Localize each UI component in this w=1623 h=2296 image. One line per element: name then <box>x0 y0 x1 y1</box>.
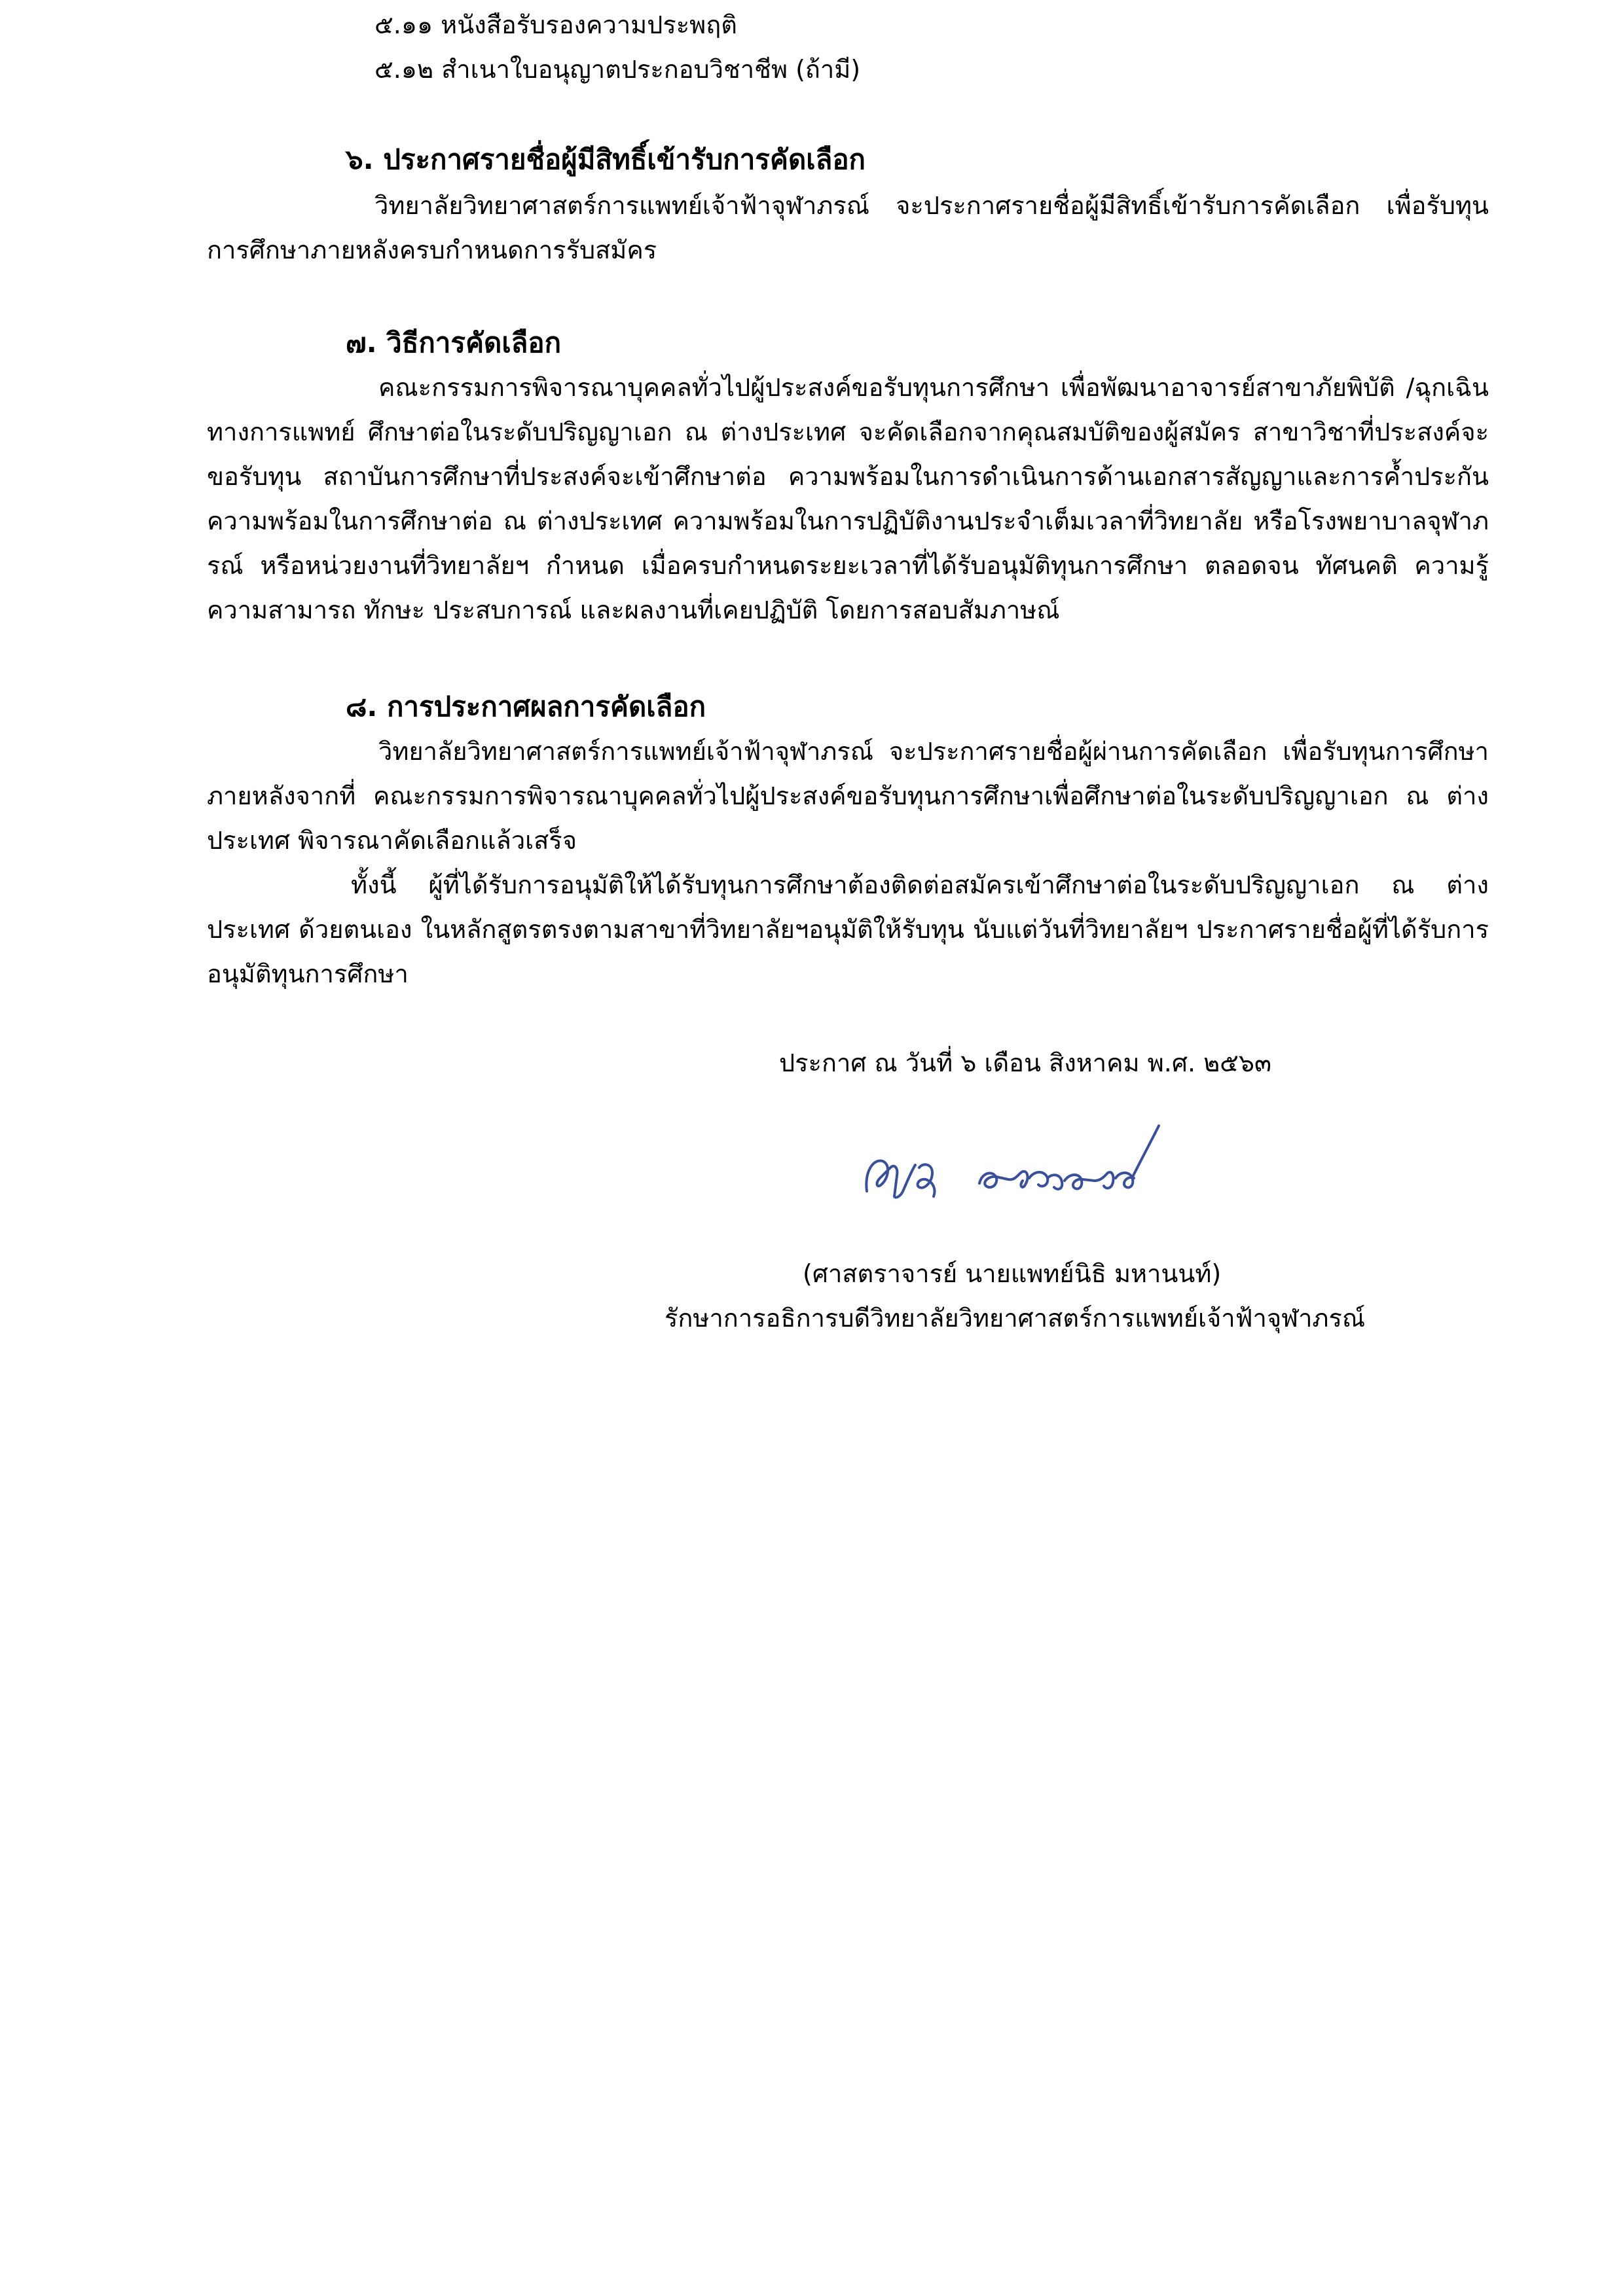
handwritten-signature <box>851 1113 1192 1217</box>
section-8-heading: ๘. การประกาศผลการคัดเลือก <box>346 691 706 723</box>
section-8-paragraph-2: ทั้งนี้ ผู้ที่ได้รับการอนุมัติให้ได้รับทุนการศึกษาต้องติดต่อสมัครเข้าศึกษาต่อในระดับปริญญาเอก ณ ต่างประเทศ ด้วยตนเอง ในหลักสูตรตรงตามสาขาที่วิทยาลัยฯอนุมัติให้รับทุน นับแต่วันที่วิทยาลัยฯ ประกาศรายชื่อผู้ที่ได้รับการอนุมัติทุนการศึกษา <box>207 870 1489 988</box>
list-item: ๕.๑๑ หนังสือรับรองความประพฤติ <box>374 10 737 39</box>
section-6-paragraph: วิทยาลัยวิทยาศาสตร์การแพทย์เจ้าฟ้าจุฬาภรณ์ จะประกาศรายชื่อผู้มีสิทธิ์เข้ารับการคัดเลือก เพื่อรับทุนการศึกษาภายหลังครบกำหนดการรับสมัคร <box>207 191 1489 264</box>
signatory-name: (ศาสตราจารย์ นายแพทย์นิธิ มหานนท์) <box>803 1259 1222 1288</box>
announcement-date: ประกาศ ณ วันที่ ๖ เดือน สิงหาคม พ.ศ. ๒๕๖๓ <box>779 1049 1272 1077</box>
signatory-title: รักษาการอธิการบดีวิทยาลัยวิทยาศาสตร์การแพทย์เจ้าฟ้าจุฬาภรณ์ <box>665 1304 1366 1333</box>
section-6-heading: ๖. ประกาศรายชื่อผู้มีสิทธิ์เข้ารับการคัดเลือก <box>346 143 866 175</box>
section-8-paragraph: วิทยาลัยวิทยาศาสตร์การแพทย์เจ้าฟ้าจุฬาภรณ์ จะประกาศรายชื่อผู้ผ่านการคัดเลือก เพื่อรับทุนการศึกษาภายหลังจากที่ คณะกรรมการพิจารณาบุคคลทั่วไปผู้ประสงค์ขอรับทุนการศึกษาเพื่อศึกษาต่อในระดับปริญญาเอก ณ ต่างประเทศ พิจารณาคัดเลือกแล้วเสร็จ <box>207 737 1489 855</box>
section-7-heading: ๗. วิธีการคัดเลือก <box>346 327 562 359</box>
list-item: ๕.๑๒ สำเนาใบอนุญาตประกอบวิชาชีพ (ถ้ามี) <box>374 55 861 84</box>
section-7-paragraph: คณะกรรมการพิจารณาบุคคลทั่วไปผู้ประสงค์ขอรับทุนการศึกษา เพื่อพัฒนาอาจารย์สาขาภัยพิบัติ /ฉุกเฉินทางการแพทย์ ศึกษาต่อในระดับปริญญาเอก ณ ต่างประเทศ จะคัดเลือกจากคุณสมบัติของผู้สมัคร สาขาวิชาที่ประสงค์จะขอรับทุน สถาบันการศึกษาที่ประสงค์จะเข้าศึกษาต่อ ความพร้อมในการดำเนินการด้านเอกสารสัญญาและการค้ำประกัน ความพร้อมในการศึกษาต่อ ณ ต่างประเทศ ความพร้อมในการปฏิบัติงานประจำเต็มเวลาที่วิทยาลัย หรือโรงพยาบาลจุฬาภรณ์ หรือหน่วยงานที่วิทยาลัยฯ กำหนด เมื่อครบกำหนดระยะเวลาที่ได้รับอนุมัติทุนการศึกษา ตลอดจน ทัศนคติ ความรู้ความสามารถ ทักษะ ประสบการณ์ และผลงานที่เคยปฏิบัติ โดยการสอบสัมภาษณ์ <box>207 373 1489 624</box>
